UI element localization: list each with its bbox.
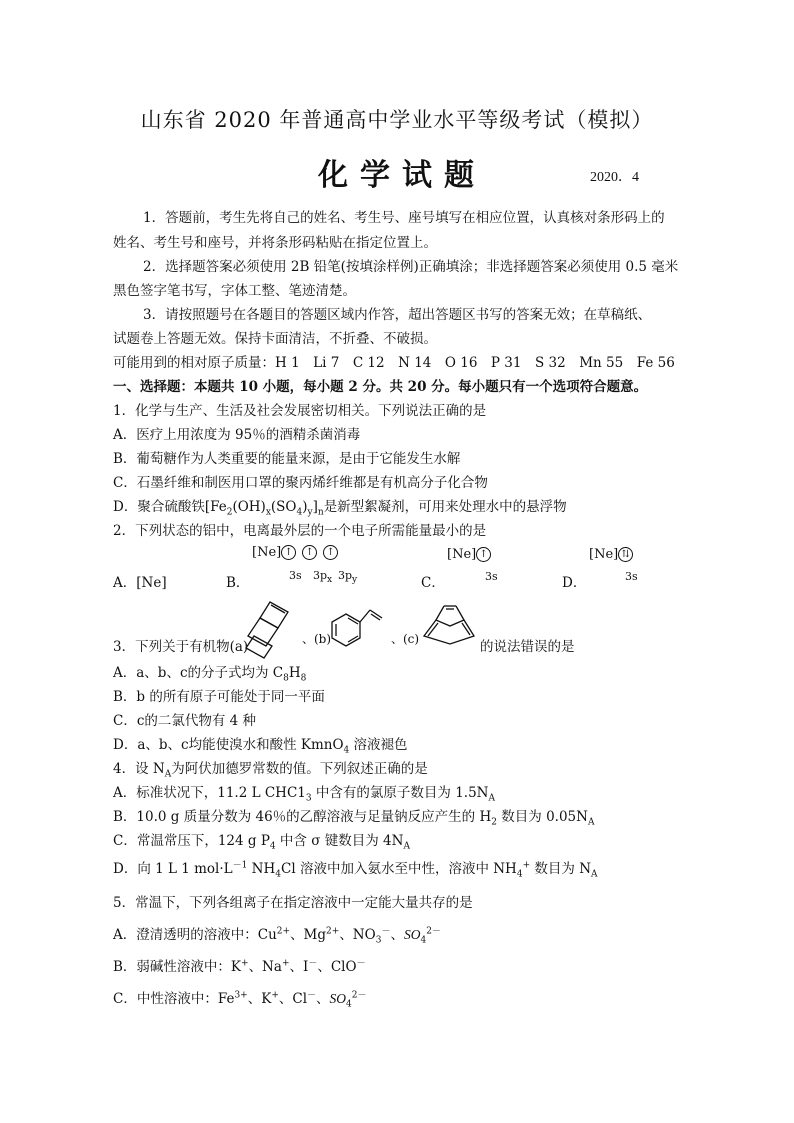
q3-stem-end: 的说法错误的是 (480, 639, 575, 655)
q4-option-b: B．10.0 g 质量分数为 46％的乙醇溶液与足量钠反应产生的 $H_2$ 数目为 $0.05N_A$ (113, 809, 595, 828)
q3-option-c: C．c的二氯代物有 4 种 (113, 713, 257, 729)
atomic-mass-line: 可能用到的相对原子质量：H 1 Li 7 C 12 N 14 O 16 P 31 S 32 Mn 55 Fe 56 (113, 355, 675, 371)
q4-option-a: A．标准状况下，11.2 L $CHC1_3$ 中含有的氯原子数目为 $1.5N_A$ (113, 785, 495, 804)
q1-option-c: C．石墨纤维和制医用口罩的聚丙烯纤维都是有机高分子化合物 (113, 475, 488, 491)
paired-arrows-orbital-icon: ⇅ (618, 547, 633, 562)
q2-option-d-label: D． (562, 575, 587, 591)
q3-label-c: 、(c) (391, 632, 420, 646)
exam-date: 2020．4 (590, 170, 639, 185)
q3-label-b: 、(b) (302, 632, 332, 646)
up-arrow-orbital-icon: ↑ (476, 547, 491, 562)
q2-option-c-config: [Ne] ↑ (447, 547, 497, 562)
exam-title: 山东省 2020 年普通高中学业水平等级考试（模拟） (140, 108, 654, 132)
q1-option-a: A．医疗上用浓度为 95％的酒精杀菌消毒 (113, 427, 361, 443)
molecule-a-icon (244, 598, 304, 660)
q5-option-c: C．中性溶液中：$Fe^{3+}$、K+、Cl－、$SO_4^{2-}$ (113, 990, 367, 1010)
instruction-1-cont: 姓名、考生号和座号，并将条形码粘贴在指定位置上。 (113, 235, 437, 251)
q2-b-3py: $3p_y$ (338, 569, 358, 586)
q1-stem: 1．化学与生产、生活及社会发展密切相关。下列说法正确的是 (113, 403, 487, 419)
q2-b-3px: $3p_x$ (313, 569, 333, 586)
q4-option-d: D．向 1 L 1 $mol\cdot L^{-1}$ $NH_4Cl$ 溶液中加入氨水至中性，溶液中 $NH_4^+$ 数目为 $N_A$ (113, 860, 598, 880)
q5-stem: 5．常温下，下列各组离子在指定溶液中一定能大量共存的是 (113, 895, 473, 911)
q3-stem-start: 3．下列关于有机物(a) (113, 639, 249, 655)
q2-c-3s: 3s (485, 570, 498, 583)
instruction-3: 3．请按照题号在各题目的答题区域内作答，超出答题区书写的答案无效；在草稿纸、 (143, 307, 652, 323)
q2-option-a: A．[Ne] (113, 575, 167, 591)
instruction-1: 1．答题前，考生先将自己的姓名、考生号、座号填写在相应位置，认真核对条形码上的 (143, 210, 665, 226)
q2-option-b-label: B． (226, 575, 250, 591)
molecule-b-styrene-icon (328, 600, 386, 652)
q5-option-b: B．弱碱性溶液中：K+、Na+、I－、ClO－ (113, 958, 366, 975)
q2-b-3s: 3s (289, 569, 302, 582)
up-arrow-orbital-icon: ↑ (281, 545, 296, 560)
up-arrow-orbital-icon: ↑ (302, 545, 317, 560)
q5-option-a: A．澄清透明的溶液中：$Cu^{2+}$、$Mg^{2+}$、$NO_3^-$、$SO_4^{2-}$ (113, 926, 441, 946)
instruction-2: 2．选择题答案必须使用 2B 铅笔(按填涂样例)正确填涂；非选择题答案必须使用 0.5 毫米 (143, 259, 679, 275)
up-arrow-orbital-icon: ↑ (323, 545, 338, 560)
molecule-c-icon (420, 598, 478, 650)
q1-option-b: B．葡萄糖作为人类重要的能量来源，是由于它能发生水解 (113, 451, 461, 467)
instruction-2-cont: 黑色签字笔书写，字体工整、笔迹清楚。 (113, 283, 356, 299)
q3-option-a: A．a、b、c的分子式均为 $C_8H_8$ (113, 665, 307, 684)
q2-option-c-label: C． (421, 575, 445, 591)
q2-option-b-config: [Ne] ↑ ↑ ↑ (252, 545, 344, 560)
section-heading: 一、选择题：本题共 10 小题，每小题 2 分。共 20 分。每小题只有一个选项符合题意。 (113, 379, 648, 395)
q3-option-b: B．b 的所有原子可能处于同一平面 (113, 689, 325, 705)
q4-stem: 4．设 $N_A$为阿伏加德罗常数的值。下列叙述正确的是 (113, 761, 428, 780)
q2-option-d-config: [Ne] ⇅ (589, 547, 639, 562)
instruction-3-cont: 试题卷上答题无效。保持卡面清洁，不折叠、不破损。 (113, 331, 437, 347)
q4-option-c: C．常温常压下，124 g $P_4$ 中含 σ 键数目为 $4N_A$ (113, 833, 410, 852)
q2-d-3s: 3s (625, 570, 638, 583)
q1-option-d: D．聚合硫酸铁$[Fe_2(OH)_x(SO_4)_y]_n$是新型絮凝剂，可用来处理水中的悬浮物 (113, 499, 567, 518)
q2-stem: 2．下列状态的铝中，电离最外层的一个电子所需能量最小的是 (113, 523, 487, 539)
subject-title: 化学试题 (318, 158, 486, 193)
q3-option-d: D．a、b、c均能使溴水和酸性 KmnO$_4$ 溶液褪色 (113, 737, 408, 756)
